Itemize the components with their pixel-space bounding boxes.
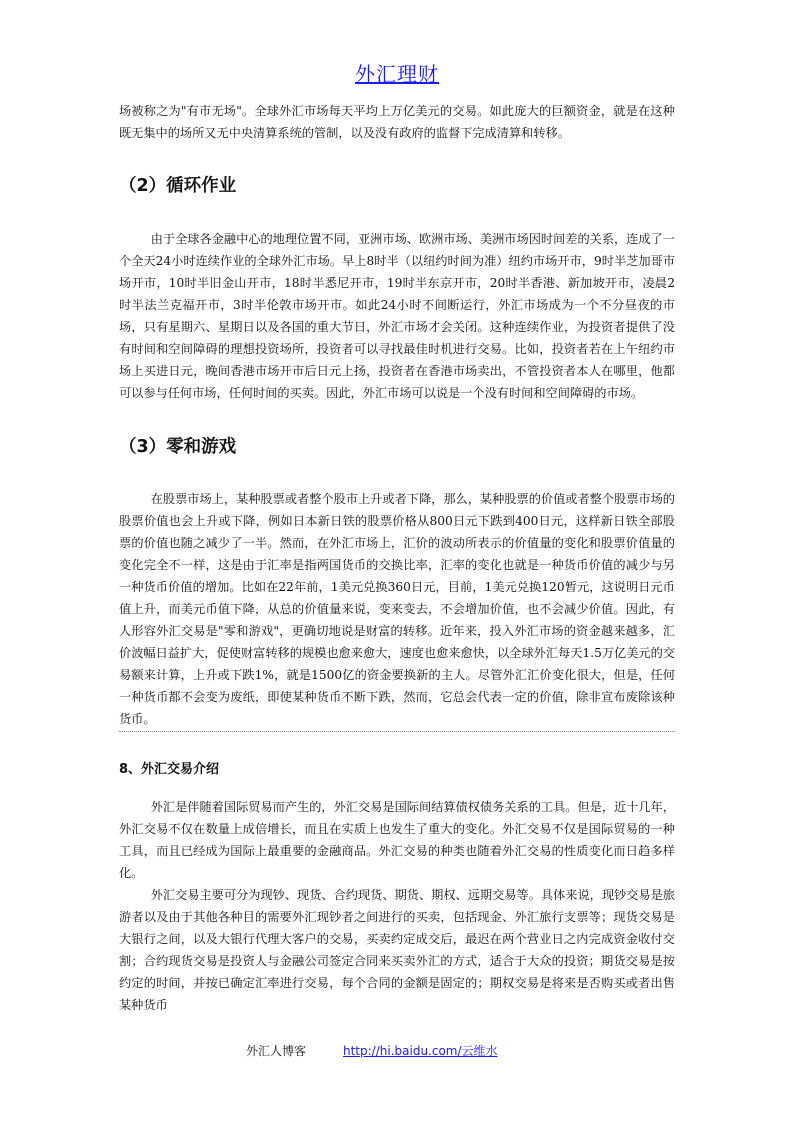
- section3-body: [119, 488, 675, 730]
- section8-heading: 8、外汇交易介绍: [119, 762, 220, 777]
- section8-heading-block: [119, 758, 675, 777]
- section8-paragraph-1: 外汇是伴随着国际贸易而产生的，外汇交易是国际间结算债权债务关系的工具。但是，近十几年，外汇交易不仅在数量上成倍增长，而且在实质上也发生了重大的变化。外汇交易不仅是国际贸易的一种工具，而且已经成为国际上最重要的金融商品。外汇交易的种类也随着外汇交易的性质变化而日趋多样化。: [119, 800, 675, 880]
- section3-heading: （3）零和游戏: [119, 437, 237, 457]
- intro-block: [119, 100, 675, 144]
- section3-paragraph: 在股票市场上，某种股票或者整个股市上升或者下降，那么，某种股票的价值或者整个股票市场的股票价值也会上升或下降，例如日本新日铁的股票价格从800日元下跌到400日元，这样新日铁全部股票的价值也随之减少了一半。然而，在外汇市场上，汇价的波动所表示的价值量的变化和股票价值量的变化完全不一样，这是由于汇率是指两国货币的交换比率，汇率的变化也就是一种货币价值的减少与另一种货币价值的增加。比如在22年前，1美元兑换360日元，目前，1美元兑换120暂元，这说明日元币值上升，而美元币值下降，从总的价值量来说，变来变去，不会增加价值，也不会减少价值。因此，有人形容外汇交易是"零和游戏"，更确切地说是财富的转移。近年来，投入外汇市场的资金越来越多，汇价波幅日益扩大，促使财富转移的规模也愈来愈大，速度也愈来愈快，以全球外汇每天1.5万亿美元的交易额来计算，上升或下跌1%，就是1500亿的资金要换新的主人。尽管外汇汇价变化很大，但是，任何一种货币都不会变为废纸，即使某种货币不断下跌，然而，它总会代表一定的价值，除非宣布废除该种货币。: [119, 492, 675, 726]
- section2-body: [119, 228, 675, 404]
- intro-paragraph: 场被称之为"有市无场"。全球外汇市场每天平均上万亿美元的交易。如此庞大的巨额资金，就是在这种既无集中的场所又无中央清算系统的管制，以及没有政府的监督下完成清算和转移。: [119, 104, 675, 140]
- section8-body-2: [119, 884, 675, 1016]
- section2-heading: （2）循环作业: [119, 176, 237, 196]
- footer-blog-link[interactable]: http://hi.baidu.com/云维水: [343, 1044, 498, 1058]
- section8-paragraph-2: 外汇交易主要可分为现钞、现货、合约现货、期货、期权、远期交易等。具体来说，现钞交易是旅游者以及由于其他各种目的需要外汇现钞者之间进行的买卖，包括现金、外汇旅行支票等；现货交易是大银行之间，以及大银行代理大客户的交易，买卖约定成交后，最迟在两个营业日之内完成资金收付交割；合约现货交易是投资人与金融公司签定合同来买卖外汇的方式，适合于大众的投资；期货交易是按约定的时间，并按已确定汇率进行交易，每个合同的金额是固定的；期权交易是将来是否购买或者出售某种货币: [119, 888, 675, 1012]
- section2-paragraph: 由于全球各金融中心的地理位置不同，亚洲市场、欧洲市场、美洲市场因时间差的关系，连成了一个全天24小时连续作业的全球外汇市场。早上8时半（以纽约时间为准）纽约市场开市，9时半芝加哥市场开市，10时半旧金山开市，18时半悉尼开市，19时半东京开市，20时半香港、新加坡开市，凌晨2时半法兰克福开市，3时半伦敦市场开市。如此24小时不间断运行，外汇市场成为一个不分昼夜的市场，只有星期六、星期日以及各国的重大节日，外汇市场才会关闭。这种连续作业，为投资者提供了没有时间和空间障碍的理想投资场所，投资者可以寻找最佳时机进行交易。比如，投资者若在上午纽约市场上买进日元，晚间香港市场开市后日元上扬，投资者在香港市场卖出，不管投资者本人在哪里，他都可以参与任何市场，任何时间的买卖。因此，外汇市场可以说是一个没有时间和空间障碍的市场。: [119, 232, 675, 400]
- section-divider: [119, 731, 675, 732]
- section2-heading-block: [119, 172, 675, 197]
- section3-heading-block: [119, 433, 675, 458]
- header-title-link[interactable]: 外汇理财: [355, 62, 439, 86]
- footer-blog-name: 外汇人博客: [246, 1044, 307, 1058]
- section8-body-1: [119, 796, 675, 884]
